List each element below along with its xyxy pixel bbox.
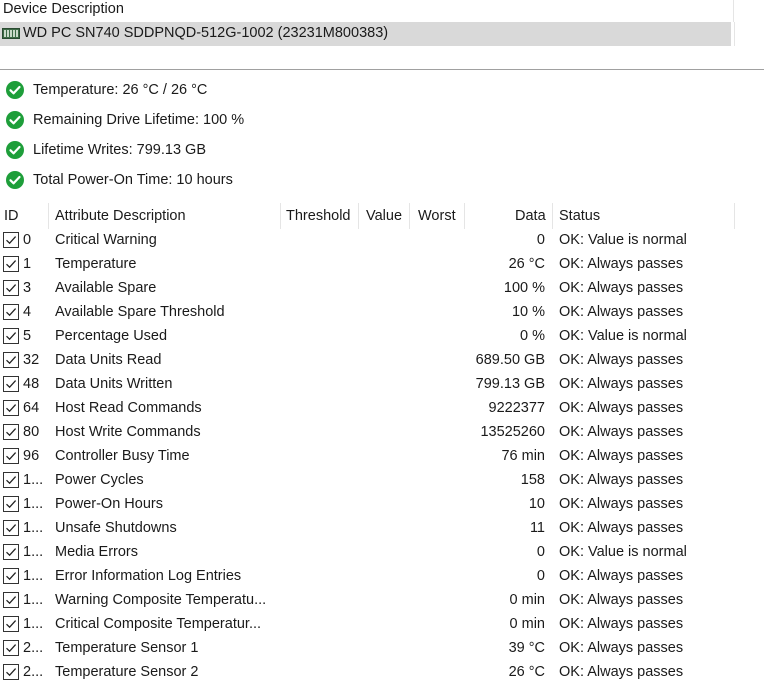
table-row[interactable] (0, 517, 764, 541)
cell-id: 1... (23, 520, 44, 536)
row-checkbox[interactable] (3, 616, 19, 632)
summary-text: Lifetime Writes: 799.13 GB (33, 142, 207, 158)
attributes-table-header (0, 203, 764, 229)
cell-description: Host Write Commands (55, 424, 201, 440)
summary-text: Remaining Drive Lifetime: 100 % (33, 112, 245, 128)
cell-description: Critical Warning (55, 232, 157, 248)
cell-description: Host Read Commands (55, 400, 202, 416)
table-row[interactable] (0, 277, 764, 301)
cell-description: Controller Busy Time (55, 448, 190, 464)
summary-text: Total Power-On Time: 10 hours (33, 172, 233, 188)
checkmark-icon (5, 258, 17, 270)
row-checkbox[interactable] (3, 280, 19, 296)
cell-status: OK: Always passes (559, 496, 684, 512)
cell-data: 9222377 (488, 400, 545, 416)
table-row[interactable] (0, 661, 764, 685)
checkmark-icon (5, 522, 17, 534)
cell-description: Power-On Hours (55, 496, 163, 512)
summary-item-lifetime (0, 108, 400, 132)
cell-id: 1... (23, 496, 44, 512)
table-row[interactable] (0, 445, 764, 469)
checkmark-icon (5, 330, 17, 342)
cell-data: 26 °C (508, 664, 545, 680)
cell-id: 48 (23, 376, 40, 392)
cell-description: Power Cycles (55, 472, 144, 488)
cell-data: 13525260 (480, 424, 545, 440)
checkmark-icon (5, 234, 17, 246)
cell-status: OK: Always passes (559, 352, 684, 368)
table-row[interactable] (0, 373, 764, 397)
checkmark-icon (5, 666, 17, 678)
cell-id: 96 (23, 448, 40, 464)
cell-data: 10 (528, 496, 545, 512)
row-checkbox[interactable] (3, 520, 19, 536)
column-divider[interactable] (409, 203, 410, 229)
checkmark-icon (5, 306, 17, 318)
table-row[interactable] (0, 421, 764, 445)
cell-description: Temperature Sensor 1 (55, 640, 199, 656)
cell-id: 5 (23, 328, 32, 344)
cell-status: OK: Always passes (559, 376, 684, 392)
cell-status: OK: Always passes (559, 280, 684, 296)
column-header-data[interactable]: Data (515, 208, 546, 224)
column-header-worst[interactable]: Worst (418, 208, 456, 224)
row-checkbox[interactable] (3, 592, 19, 608)
cell-data: 11 (529, 520, 545, 536)
column-header-description[interactable]: Attribute Description (55, 208, 186, 224)
cell-id: 1... (23, 472, 44, 488)
checkmark-icon (5, 402, 17, 414)
cell-status: OK: Always passes (559, 640, 684, 656)
checkmark-icon (5, 378, 17, 390)
row-checkbox[interactable] (3, 664, 19, 680)
checkmark-icon (5, 642, 17, 654)
cell-data: 799.13 GB (475, 376, 545, 392)
column-header-id[interactable]: ID (4, 208, 19, 224)
table-row[interactable] (0, 301, 764, 325)
checkmark-icon (5, 594, 17, 606)
cell-id: 80 (23, 424, 40, 440)
table-row[interactable] (0, 589, 764, 613)
cell-description: Available Spare (55, 280, 157, 296)
row-checkbox[interactable] (3, 400, 19, 416)
table-row[interactable] (0, 397, 764, 421)
cell-description: Temperature (55, 256, 137, 272)
summary-item-power-on (0, 168, 400, 192)
column-divider[interactable] (552, 203, 553, 229)
cell-description: Error Information Log Entries (55, 568, 242, 584)
checkmark-icon (5, 618, 17, 630)
cell-id: 3 (23, 280, 32, 296)
column-header-status[interactable]: Status (559, 208, 601, 224)
column-header-threshold[interactable]: Threshold (286, 208, 351, 224)
checkmark-icon (5, 450, 17, 462)
row-checkbox[interactable] (3, 472, 19, 488)
cell-data: 0 min (509, 592, 545, 608)
cell-id: 2... (23, 640, 44, 656)
table-row[interactable] (0, 229, 764, 253)
cell-id: 32 (23, 352, 40, 368)
checkmark-icon (5, 354, 17, 366)
row-checkbox[interactable] (3, 568, 19, 584)
table-row[interactable] (0, 637, 764, 661)
table-row[interactable] (0, 469, 764, 493)
cell-id: 1... (23, 616, 44, 632)
cell-status: OK: Always passes (559, 472, 684, 488)
row-checkbox[interactable] (3, 376, 19, 392)
check-circle-icon (6, 111, 24, 129)
checkmark-icon (5, 570, 17, 582)
cell-status: OK: Always passes (559, 400, 684, 416)
cell-data: 0 (536, 568, 545, 584)
cell-status: OK: Always passes (559, 568, 684, 584)
row-checkbox[interactable] (3, 424, 19, 440)
cell-status: OK: Always passes (559, 256, 684, 272)
cell-data: 39 °C (508, 640, 545, 656)
column-header-value[interactable]: Value (366, 208, 403, 224)
cell-description: Temperature Sensor 2 (55, 664, 199, 680)
cell-description: Critical Composite Temperatur... (55, 616, 262, 632)
row-checkbox[interactable] (3, 328, 19, 344)
table-row[interactable] (0, 613, 764, 637)
cell-id: 1... (23, 544, 44, 560)
device-description-header[interactable] (0, 0, 734, 22)
summary-text: Temperature: 26 °C / 26 °C (33, 82, 208, 98)
summary-item-writes (0, 138, 400, 162)
summary-item-temperature (0, 78, 400, 102)
row-checkbox[interactable] (3, 232, 19, 248)
row-checkbox[interactable] (3, 448, 19, 464)
cell-data: 10 % (511, 304, 545, 320)
table-row[interactable] (0, 253, 764, 277)
column-divider[interactable] (734, 203, 735, 229)
cell-status: OK: Value is normal (559, 232, 687, 248)
cell-id: 1... (23, 568, 44, 584)
table-row[interactable] (0, 325, 764, 349)
cell-status: OK: Always passes (559, 520, 684, 536)
cell-status: OK: Always passes (559, 592, 684, 608)
cell-data: 76 min (501, 448, 545, 464)
check-circle-icon (6, 171, 24, 189)
table-row[interactable] (0, 565, 764, 589)
cell-status: OK: Always passes (559, 616, 684, 632)
column-divider[interactable] (280, 203, 281, 229)
device-list-item[interactable] (0, 22, 731, 46)
column-divider (734, 22, 735, 46)
cell-id: 1 (23, 256, 32, 272)
check-circle-icon (6, 81, 24, 99)
cell-id: 64 (23, 400, 40, 416)
checkmark-icon (5, 426, 17, 438)
row-checkbox[interactable] (3, 304, 19, 320)
cell-description: Warning Composite Temperatu... (55, 592, 267, 608)
row-checkbox[interactable] (3, 256, 19, 272)
column-divider[interactable] (358, 203, 359, 229)
table-row[interactable] (0, 493, 764, 517)
cell-data: 158 (520, 472, 545, 488)
column-divider[interactable] (48, 203, 49, 229)
table-row[interactable] (0, 541, 764, 565)
row-checkbox[interactable] (3, 496, 19, 512)
device-name: WD PC SN740 SDDPNQD-512G-1002 (23231M800383) (23, 25, 389, 41)
checkmark-icon (5, 474, 17, 486)
cell-data: 0 (536, 544, 545, 560)
cell-description: Percentage Used (55, 328, 168, 344)
cell-status: OK: Value is normal (559, 544, 687, 560)
cell-status: OK: Always passes (559, 448, 684, 464)
cell-id: 2... (23, 664, 44, 680)
cell-status: OK: Always passes (559, 664, 684, 680)
cell-id: 0 (23, 232, 32, 248)
cell-description: Media Errors (55, 544, 138, 560)
checkmark-icon (5, 546, 17, 558)
cell-data: 0 min (509, 616, 545, 632)
checkmark-icon (5, 282, 17, 294)
cell-data: 26 °C (508, 256, 545, 272)
cell-description: Data Units Read (55, 352, 162, 368)
cell-status: OK: Always passes (559, 304, 684, 320)
cell-description: Unsafe Shutdowns (55, 520, 177, 536)
check-circle-icon (6, 141, 24, 159)
table-row[interactable] (0, 349, 764, 373)
row-checkbox[interactable] (3, 640, 19, 656)
cell-description: Data Units Written (55, 376, 173, 392)
cell-status: OK: Value is normal (559, 328, 687, 344)
drive-icon (2, 28, 20, 39)
checkmark-icon (5, 498, 17, 510)
section-divider (0, 69, 764, 70)
cell-id: 1... (23, 592, 44, 608)
cell-id: 4 (23, 304, 32, 320)
cell-description: Available Spare Threshold (55, 304, 225, 320)
cell-data: 0 % (520, 328, 545, 344)
column-divider[interactable] (464, 203, 465, 229)
device-description-header-label: Device Description (3, 1, 124, 17)
cell-status: OK: Always passes (559, 424, 684, 440)
row-checkbox[interactable] (3, 544, 19, 560)
cell-data: 100 % (503, 280, 545, 296)
row-checkbox[interactable] (3, 352, 19, 368)
cell-data: 0 (536, 232, 545, 248)
cell-data: 689.50 GB (475, 352, 545, 368)
